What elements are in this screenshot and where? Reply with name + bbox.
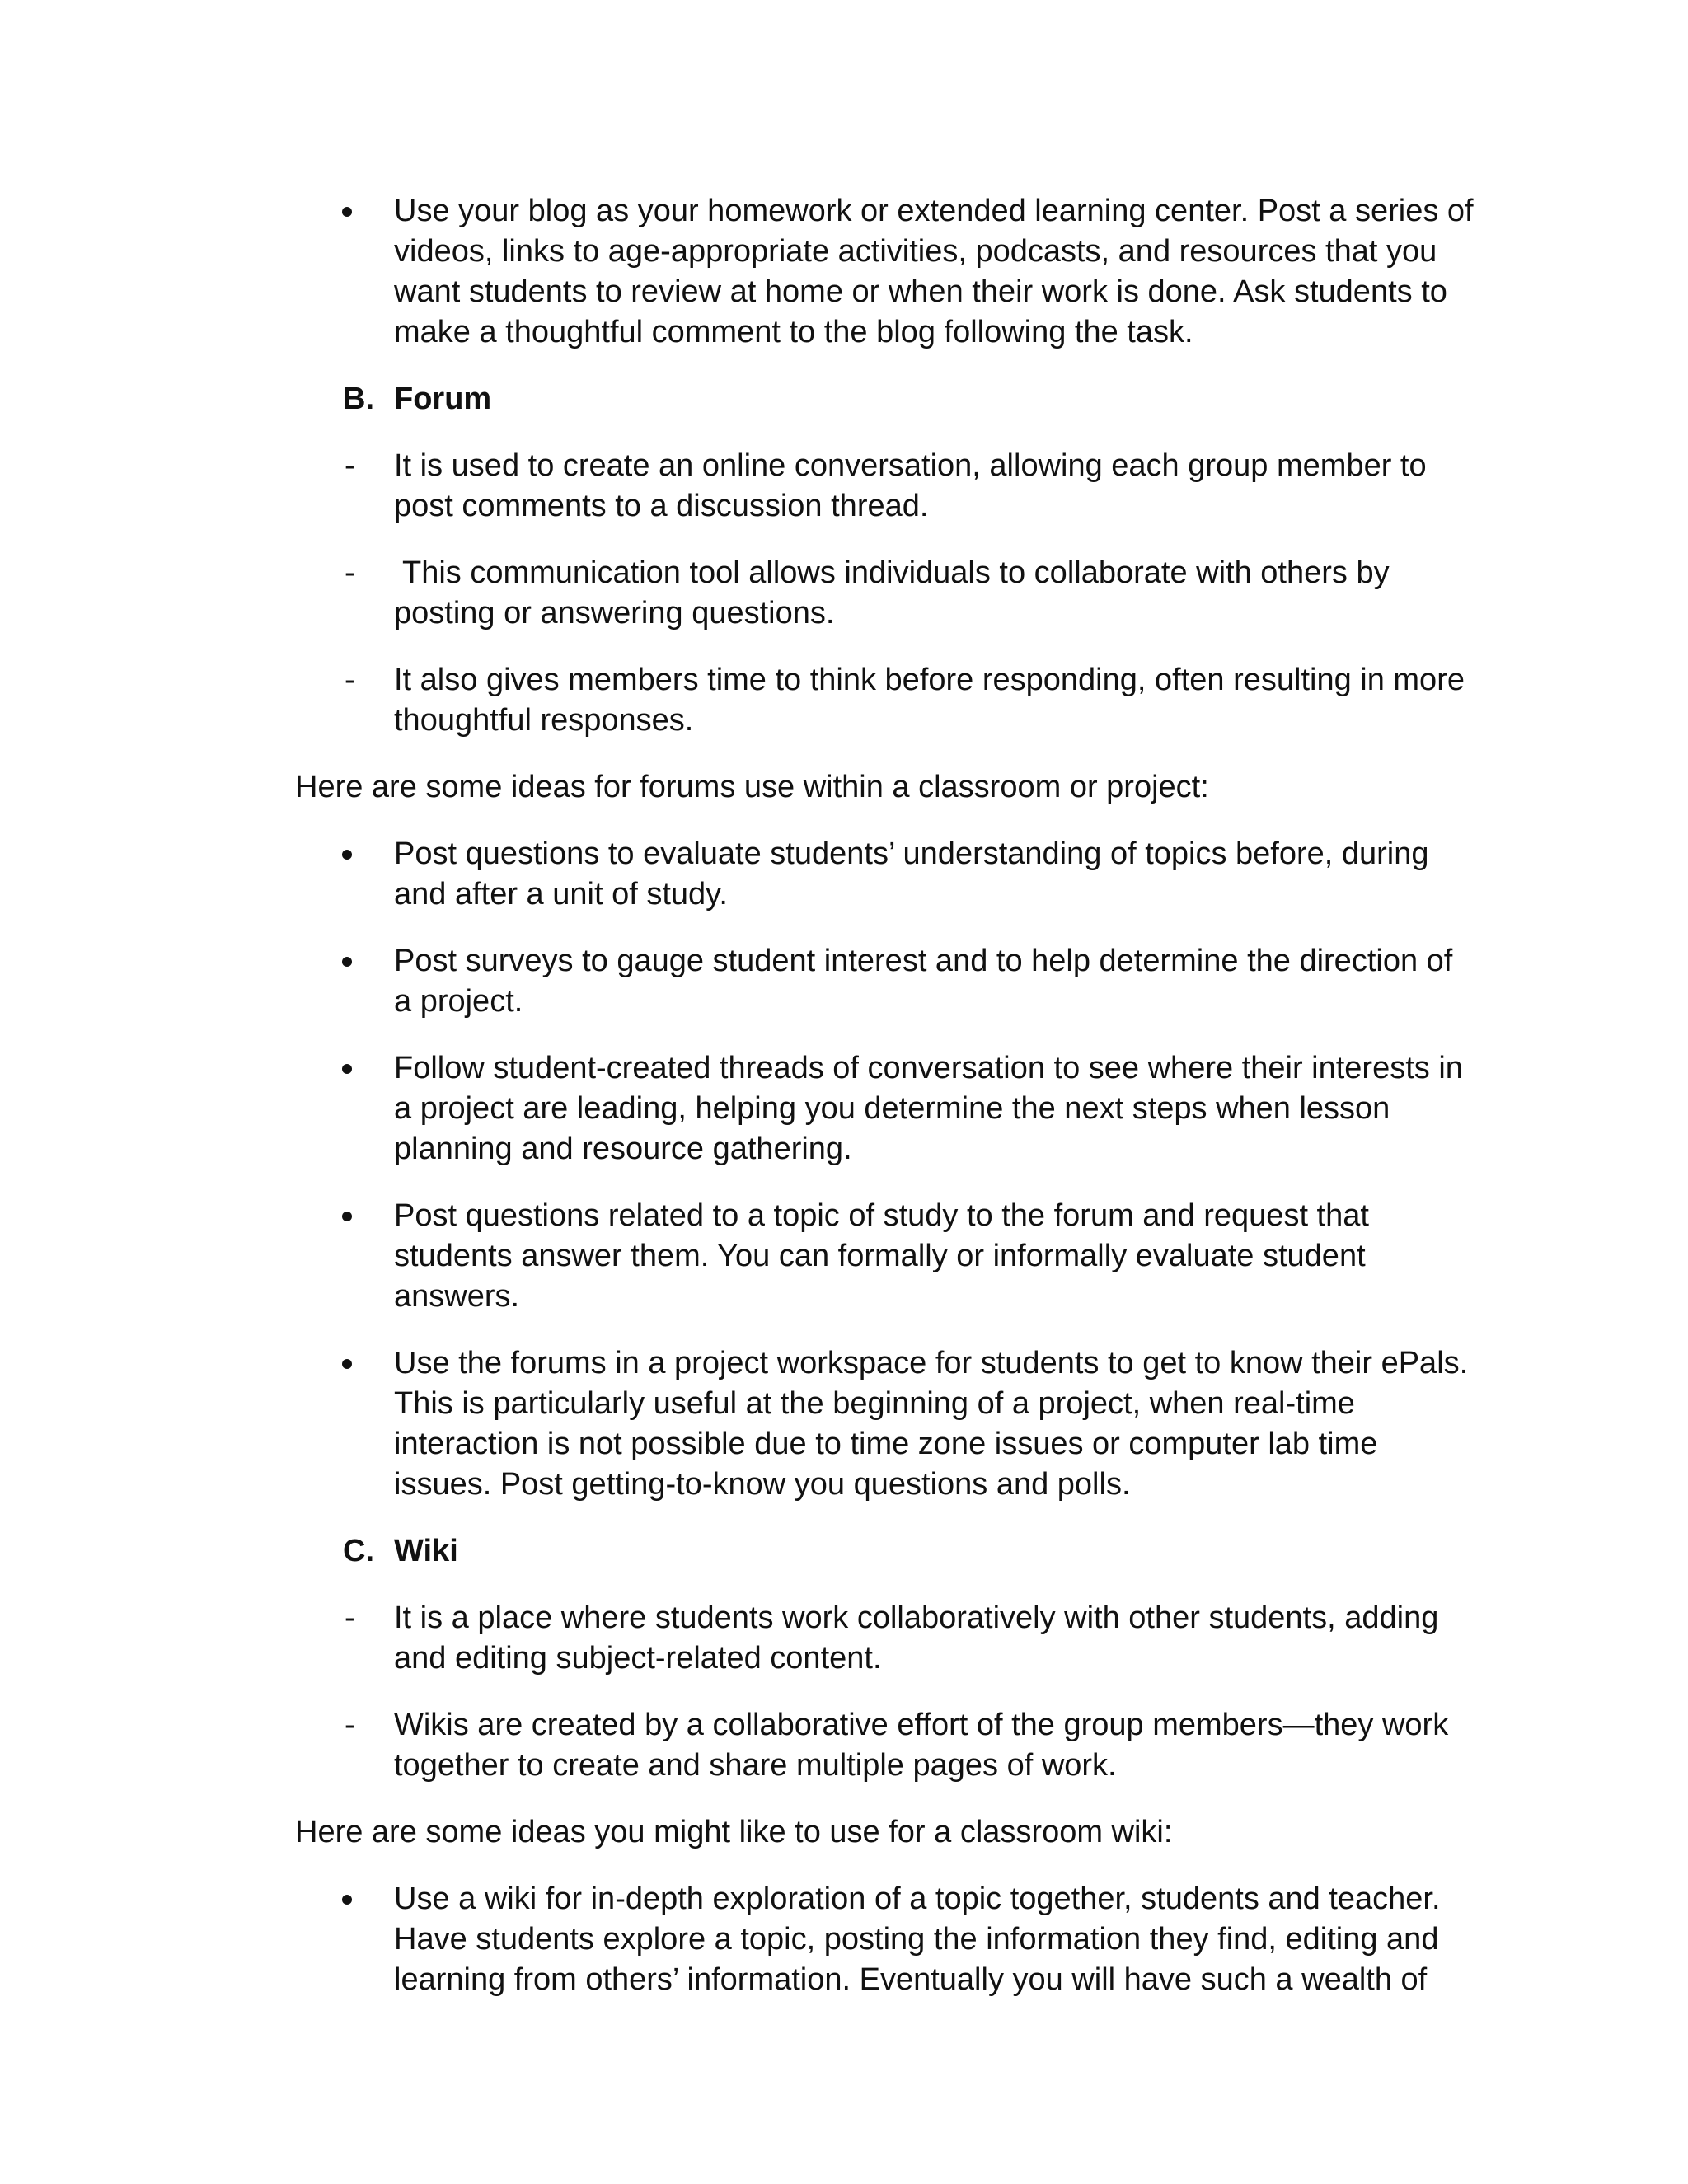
bullet-text: Follow student-created threads of conversation to see where their interests in a project are leading, helping you determine the next steps when lesson planning and resource gathering. xyxy=(394,1051,1463,1166)
dash-text: This communication tool allows individuals to collaborate with others by posting or answering questions. xyxy=(394,555,1390,630)
wiki-definition-item xyxy=(295,1598,1474,1679)
wiki-definition-item xyxy=(295,1705,1474,1786)
blog-idea-bullet xyxy=(295,191,1474,353)
section-letter: B. xyxy=(343,382,374,416)
dash-text: It is a place where students work collaboratively with other students, adding and editing subject-related content. xyxy=(394,1601,1439,1675)
section-title: Wiki xyxy=(394,1534,458,1568)
section-heading-forum xyxy=(295,379,1474,419)
dash-marker: - xyxy=(345,1601,355,1635)
section-title: Forum xyxy=(394,382,492,416)
bullet-text: Use the forums in a project workspace for students to get to know their ePals. This is particularly useful at the beginning of a project, when real-time interaction is not possible due to time zone issues or computer lab time issues. Post getting-to-know you questions and polls. xyxy=(394,1346,1469,1502)
bullet-text: Post questions related to a topic of study to the forum and request that students answer them. You can formally or informally evaluate student answers. xyxy=(394,1198,1369,1314)
bullet-text: Post questions to evaluate students’ understanding of topics before, during and after a unit of study. xyxy=(394,837,1429,912)
dash-marker: - xyxy=(345,448,355,483)
dash-text: Wikis are created by a collaborative effort of the group members—they work together to create and share multiple pages of work. xyxy=(394,1708,1449,1783)
forum-idea-bullet xyxy=(295,1048,1474,1169)
forum-definition-item xyxy=(295,553,1474,634)
document-body xyxy=(295,191,1474,2000)
dash-text: It is used to create an online conversation, allowing each group member to post comments to a discussion thread. xyxy=(394,448,1427,523)
wiki-ideas-intro: Here are some ideas you might like to use for a classroom wiki: xyxy=(295,1815,1173,1849)
dash-marker: - xyxy=(345,555,355,590)
bullet-text: Post surveys to gauge student interest and to help determine the direction of a project. xyxy=(394,944,1453,1019)
forum-idea-bullet xyxy=(295,941,1474,1022)
forum-idea-bullet xyxy=(295,834,1474,915)
forum-definition-item xyxy=(295,660,1474,741)
dash-marker: - xyxy=(345,1708,355,1742)
bullet-text: Use your blog as your homework or extended learning center. Post a series of videos, links to age-appropriate activities, podcasts, and resources that you want students to review at home or when their work is done. Ask students to make a thoughtful comment to the blog following the task. xyxy=(394,194,1474,349)
forum-idea-bullet xyxy=(295,1343,1474,1505)
bullet-text: Use a wiki for in-depth exploration of a topic together, students and teacher. Have students explore a topic, posting the information they find, editing and learning from others’ information. Eventually you will have such a wealth of xyxy=(394,1882,1441,1997)
dash-text: It also gives members time to think before responding, often resulting in more thoughtful responses. xyxy=(394,663,1465,738)
forum-definition-item xyxy=(295,446,1474,527)
forum-ideas-intro: Here are some ideas for forums use within a classroom or project: xyxy=(295,770,1209,804)
section-letter: C. xyxy=(343,1534,374,1568)
section-heading-wiki xyxy=(295,1531,1474,1572)
wiki-idea-bullet xyxy=(295,1879,1474,2000)
forum-idea-bullet xyxy=(295,1196,1474,1317)
dash-marker: - xyxy=(345,663,355,697)
